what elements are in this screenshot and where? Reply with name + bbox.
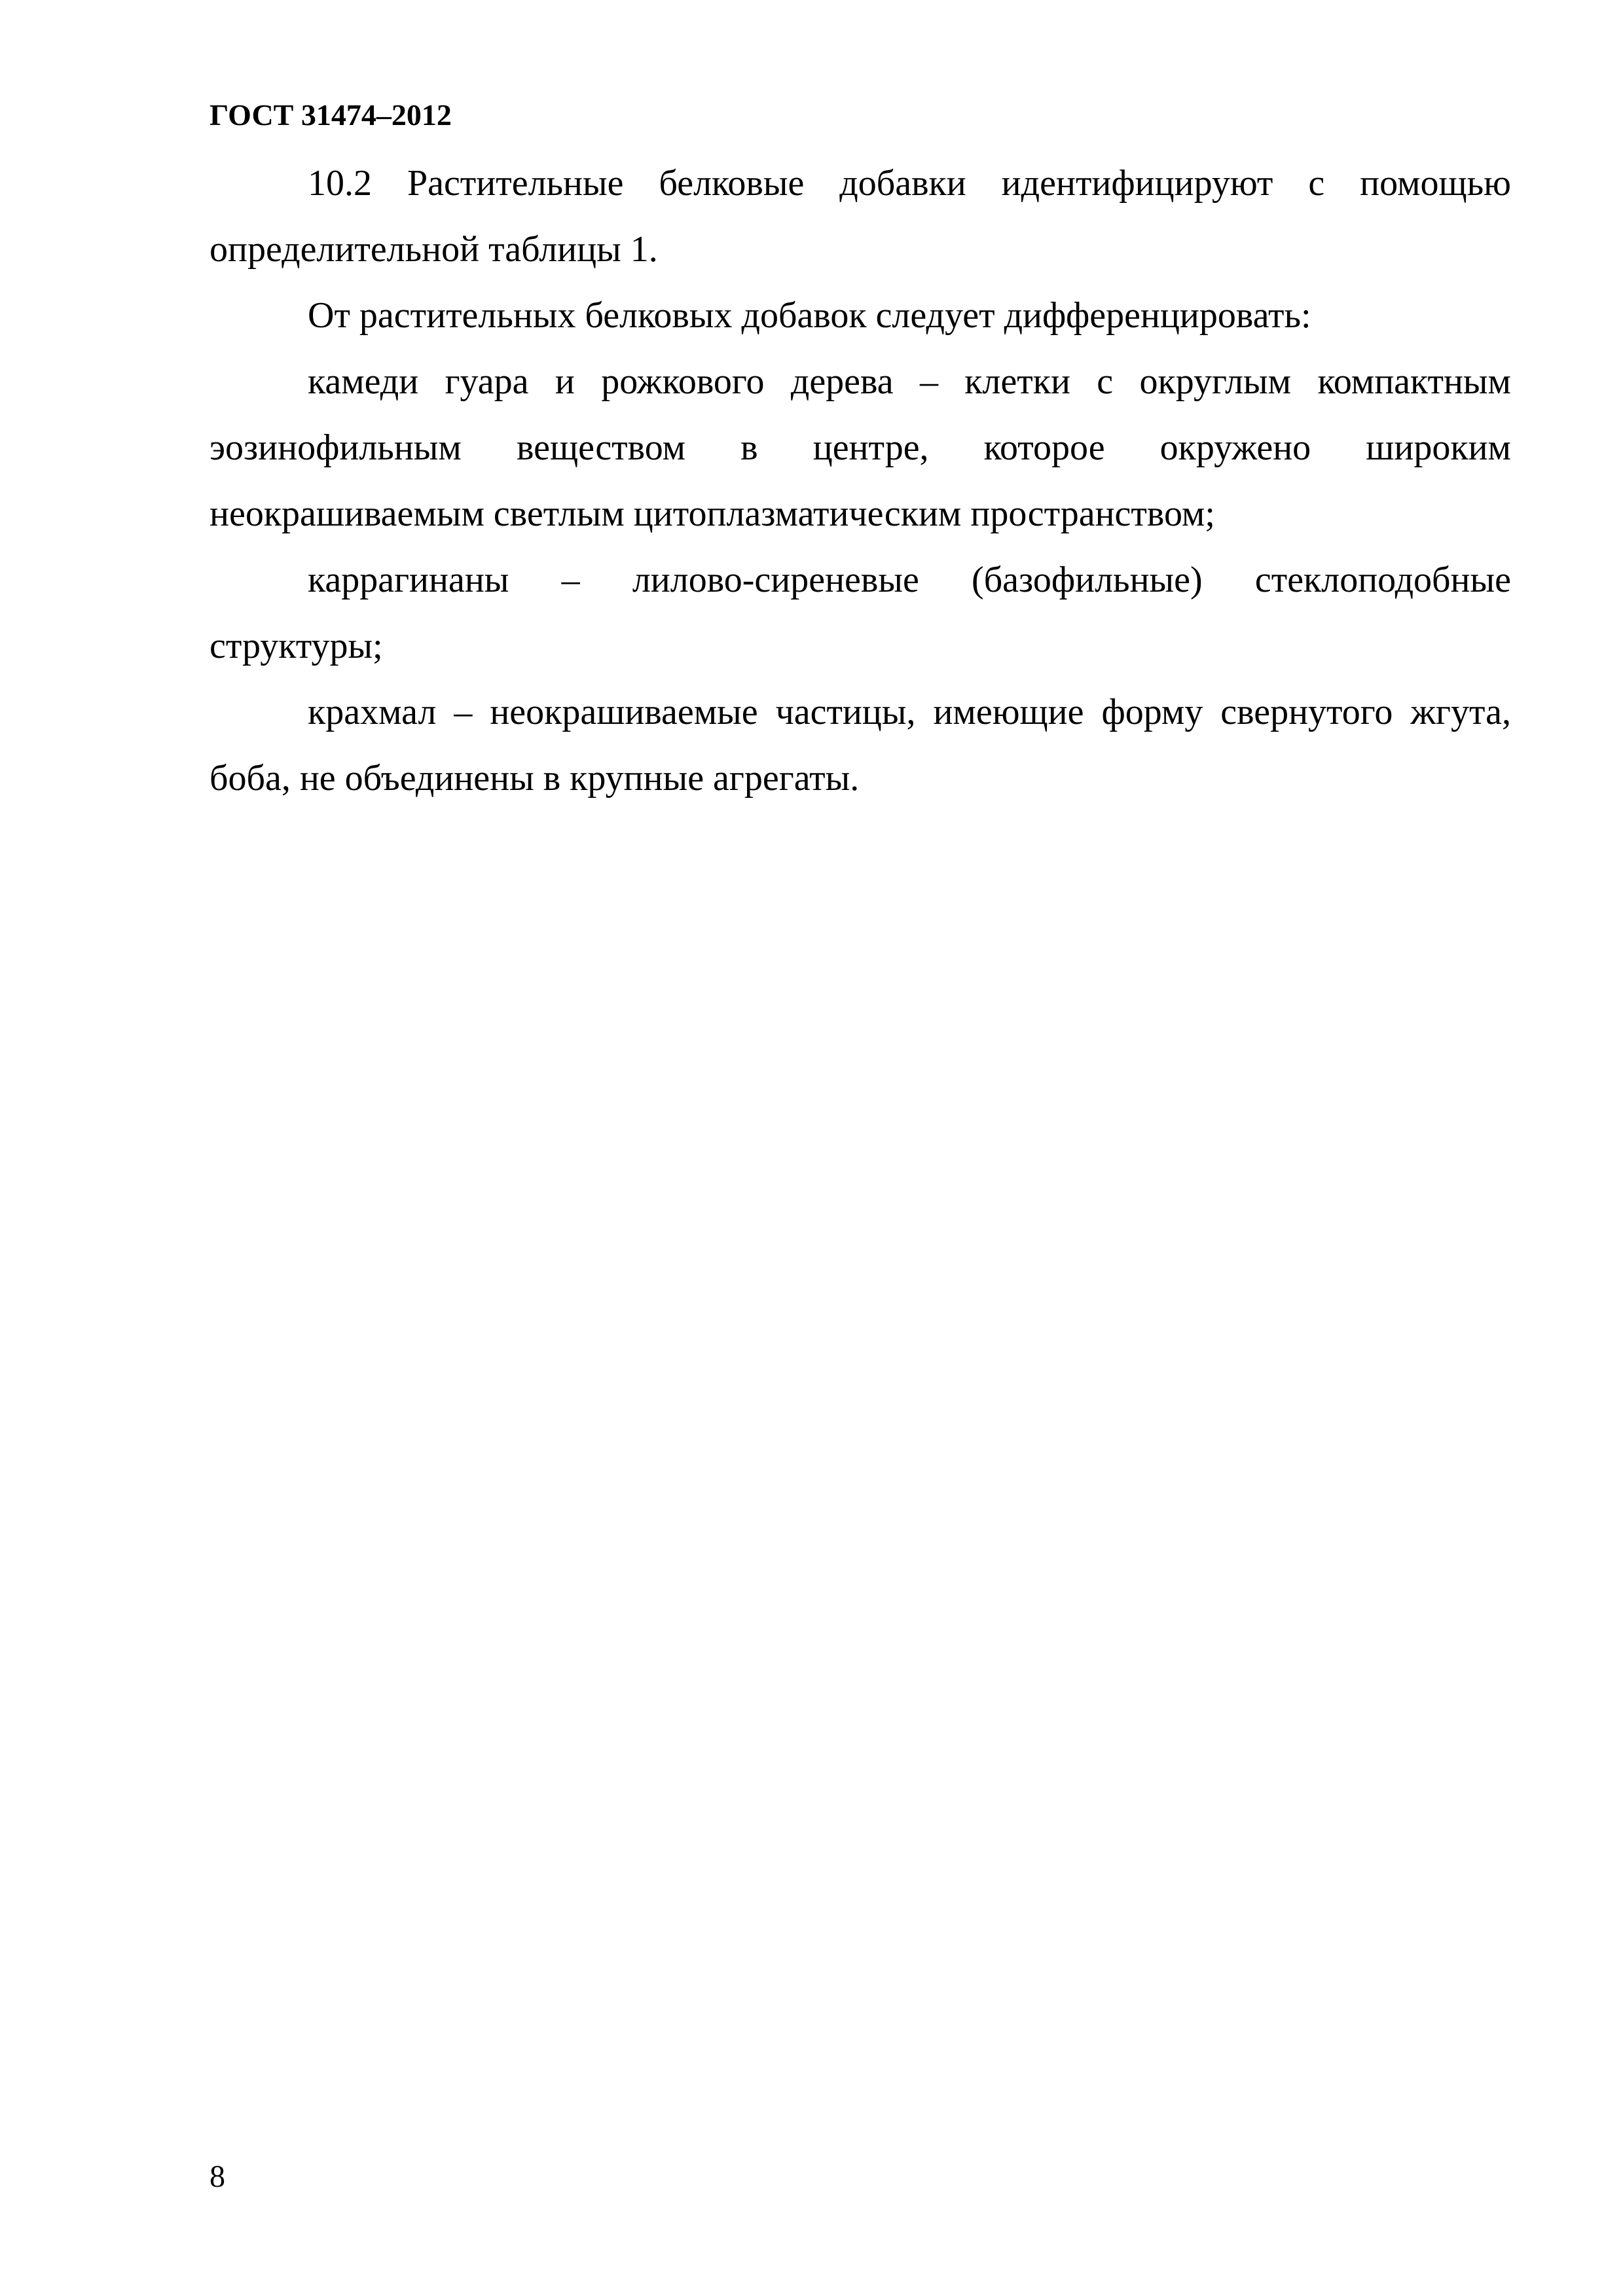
paragraph-carrageenans: каррагинаны – лилово-сиреневые (базофильные) стеклоподобные структуры;: [210, 560, 1511, 666]
paragraph-starch: крахмал – неокрашиваемые частицы, имеющие форму свернутого жгута, боба, не объединены в крупные агрегаты.: [210, 692, 1511, 798]
body-text: [210, 151, 1511, 812]
document-header: ГОСТ 31474–2012: [210, 98, 452, 132]
page-number: 8: [210, 2159, 225, 2194]
paragraph-differentiate-intro: От растительных белковых добавок следует дифференцировать:: [308, 295, 1311, 336]
paragraph-gums: камеди гуара и рожкового дерева – клетки с округлым компактным эозинофильным веществом в центре, которое окружено широким неокрашиваемым светлым цитоплазматическим пространством;: [210, 361, 1511, 534]
paragraph-10-2: 10.2 Растительные белковые добавки идентифицируют с помощью определительной таблицы 1.: [210, 163, 1511, 270]
